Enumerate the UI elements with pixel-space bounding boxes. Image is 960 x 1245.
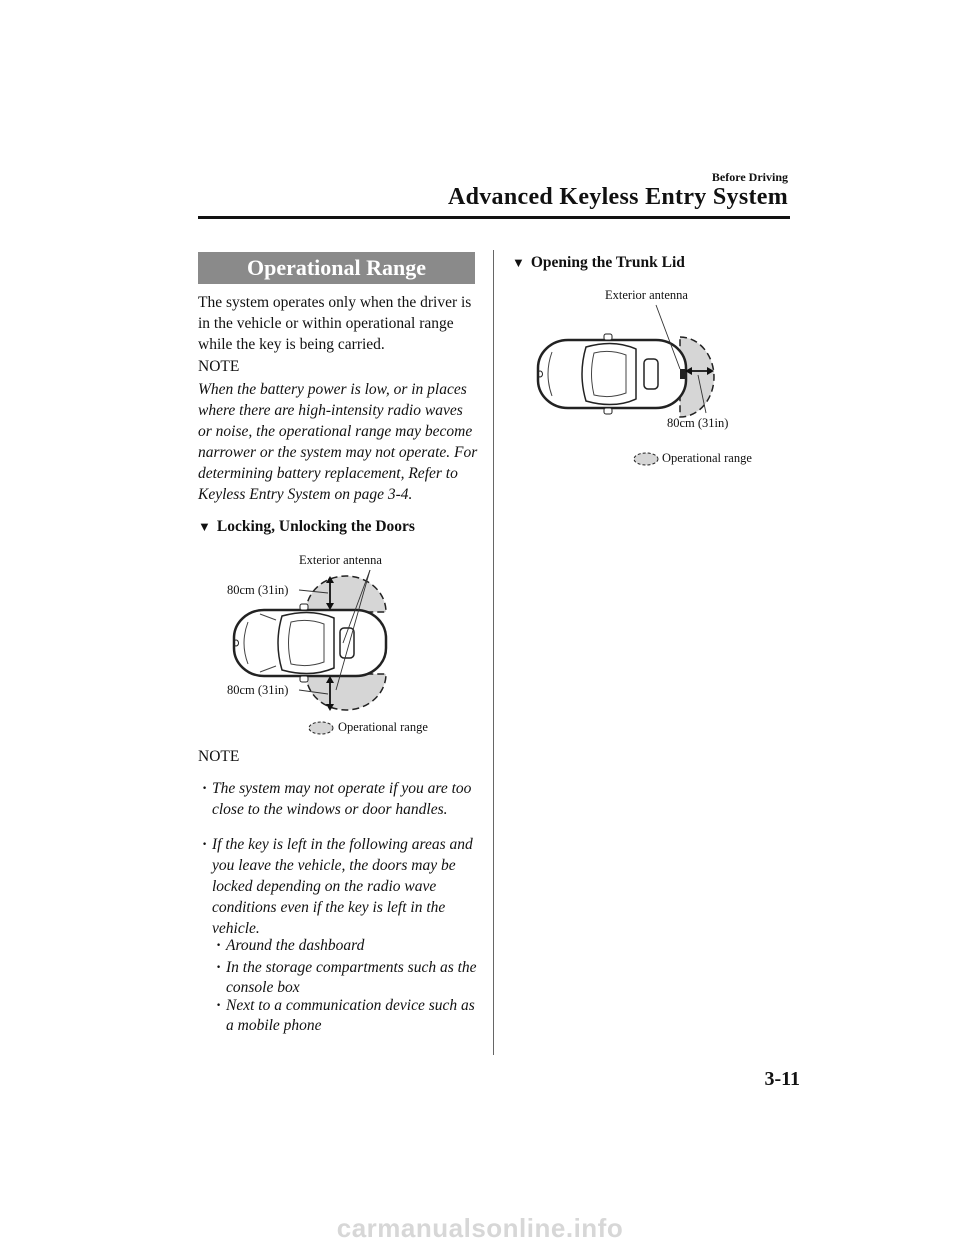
note-item-text: · If the key is left in the following areas and you leave the vehicle, the doors may be locked depending on the radio wave conditions even if the key is left in the vehicle. [198, 834, 488, 939]
note-label-2: NOTE [198, 748, 240, 765]
down-triangle-icon: ▼ [198, 519, 211, 534]
range-zone-bottom [306, 674, 386, 710]
note-sub-item [212, 936, 486, 956]
note-sub-item-text: · Next to a communication device such as a mobile phone [212, 996, 486, 1036]
car-top-view-icon [234, 604, 387, 682]
trunk-legend-label: Operational range [662, 451, 752, 465]
lock-range-top-label: 80cm (31in) [227, 583, 289, 597]
note-sub-item [212, 958, 486, 998]
title-rule [198, 216, 790, 219]
lock-legend-swatch [308, 721, 334, 740]
note-label: NOTE [198, 358, 240, 375]
section-kicker: Before Driving [711, 170, 788, 184]
note-sub-item-text: · Around the dashboard [212, 936, 486, 956]
note-item [198, 834, 488, 939]
intro-paragraph: The system operates only when the driver is in the vehicle or within operational range while the key is being carried. [198, 294, 472, 353]
locking-diagram [196, 548, 456, 743]
note-item [198, 778, 488, 820]
note-item-text: · The system may not operate if you are too close to the windows or door handles. [198, 778, 488, 820]
note-body: When the battery power is low, or in places where there are high-intensity radio waves or noise, the operational range may become narrower or the system may not operate. For determining battery replacement, Refer to Keyless Entry System on page 3-4. [198, 381, 478, 503]
range-zone-top [306, 576, 386, 612]
down-triangle-icon: ▼ [512, 255, 525, 270]
legend-swatch-icon [633, 452, 659, 466]
lock-legend-label: Operational range [338, 720, 428, 734]
trunk-antenna-label: Exterior antenna [605, 288, 688, 302]
legend-swatch-icon [308, 721, 334, 735]
watermark: carmanualsonline.info [336, 1213, 624, 1243]
locking-heading [198, 518, 415, 536]
trunk-heading [512, 254, 685, 272]
operational-range-banner: Operational Range [198, 252, 475, 284]
trunk-range-label: 80cm (31in) [667, 416, 729, 430]
column-divider [493, 250, 494, 1055]
locking-diagram-svg [196, 548, 456, 743]
note-sub-item-text: · In the storage compartments such as the console box [212, 958, 486, 998]
trunk-diagram [530, 285, 770, 435]
lock-antenna-label: Exterior antenna [299, 553, 382, 567]
page-number: 3-11 [764, 1068, 800, 1090]
note-sub-item [212, 996, 486, 1036]
trunk-diagram-svg [530, 285, 770, 435]
page-title: Advanced Keyless Entry System [447, 184, 788, 210]
car-top-view-icon [538, 334, 687, 414]
locking-heading-text: Locking, Unlocking the Doors [216, 518, 415, 535]
lock-range-bottom-label: 80cm (31in) [227, 683, 289, 697]
trunk-legend-swatch [633, 452, 659, 471]
trunk-heading-text: Opening the Trunk Lid [530, 254, 685, 271]
